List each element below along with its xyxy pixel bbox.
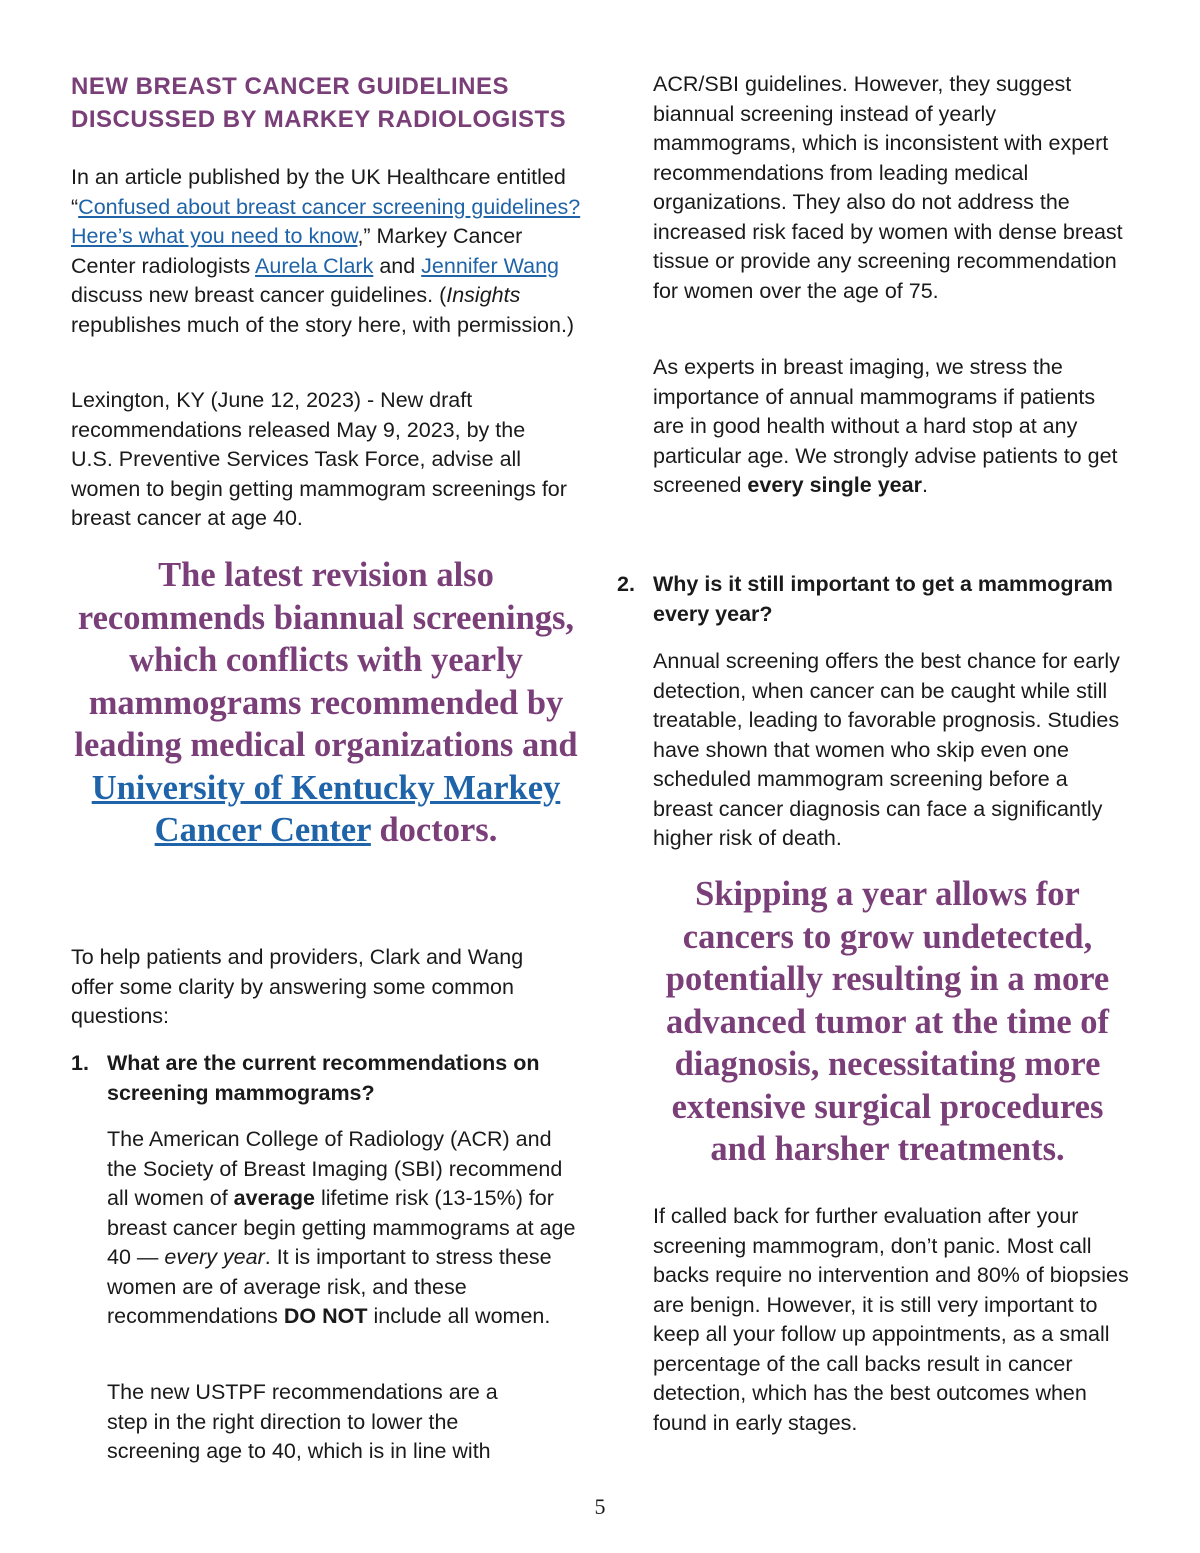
jennifer-wang-link[interactable]: Jennifer Wang <box>421 253 560 278</box>
intro-paragraph: In an article published by the UK Healthcare entitled “Confused about breast cancer screening guidelines? Here’s what you need to know,” Markey Cancer Center radiologists Aurela Clark and Jennifer Wang discuss new breast cancer guidelines. (Insights republishes much of the story here, with permission.) <box>71 165 581 337</box>
question-2-number: 2. <box>617 572 635 596</box>
answer-1-paragraph-2-continued: ACR/SBI guidelines. However, they suggest biannual screening instead of yearly mammograms, which is inconsistent with expert recommendations from leading medical organizations. They also do not address the increased risk faced by women with dense breast tissue or provide any screening recommendation for women over the age of 75. <box>653 72 1123 303</box>
article-link[interactable]: Confused about breast cancer screening guidelines? Here’s what you need to know <box>71 194 581 248</box>
answer-1-paragraph-2: The new USTPF recommendations are a step in the right direction to lower the screening age to 40, which is in line with <box>107 1380 498 1463</box>
answer-1-paragraph-1: The American College of Radiology (ACR) and the Society of Breast Imaging (SBI) recommend all women of average lifetime risk (13-15%) for breast cancer begin getting mammograms at age 40 — every year. It is important to stress these women are of average risk, and these recommendations DO NOT include all women. <box>107 1127 576 1328</box>
help-paragraph: To help patients and providers, Clark and Wang offer some clarity by answering some common questions: <box>71 945 524 1028</box>
answer-2-paragraph: Annual screening offers the best chance for early detection, when cancer can be caught while still treatable, leading to favorable prognosis. Studies have shown that women who skip even one scheduled mammogram screening before a breast cancer diagnosis can face a significantly higher risk of death. <box>653 649 1120 850</box>
dateline-paragraph: Lexington, KY (June 12, 2023) - New draft recommendations released May 9, 2023, by the U.S. Preventive Services Task Force, advise all women to begin getting mammogram screenings for breast cancer at age 40. <box>71 388 567 530</box>
pull-quote-2: Skipping a year allows for cancers to grow undetected, potentially resulting in a more advanced tumor at the time of diagnosis, necessitating more extensive surgical procedures and harsher treatments. <box>665 875 1110 1168</box>
question-1-number: 1. <box>71 1051 89 1075</box>
question-2-heading: Why is it still important to get a mammogram every year? <box>653 572 1113 626</box>
aurela-clark-link[interactable]: Aurela Clark <box>255 253 374 278</box>
page-number: 5 <box>594 1494 606 1519</box>
pull-quote-1: The latest revision also recommends biannual screenings, which conflicts with yearly mammograms recommended by leading medical organizations and University of Kentucky Markey Cancer Center doctors. <box>74 556 578 849</box>
markey-cancer-center-link[interactable]: University of Kentucky Markey Cancer Center <box>91 768 561 849</box>
answer-1-paragraph-3: As experts in breast imaging, we stress the importance of annual mammograms if patients are in good health without a hard stop at any particular age. We strongly advise patients to get screened every single year. <box>653 355 1118 497</box>
callback-paragraph: If called back for further evaluation after your screening mammogram, don’t panic. Most call backs require no intervention and 80% of biopsies are benign. However, it is still very important to keep all your follow up appointments, as a small percentage of the call backs result in cancer detection, which has the best outcomes when found in early stages. <box>653 1204 1129 1435</box>
question-1-heading: What are the current recommendations on screening mammograms? <box>107 1051 540 1105</box>
article-title: NEW BREAST CANCER GUIDELINES DISCUSSED BY MARKEY RADIOLOGISTS <box>71 73 567 133</box>
